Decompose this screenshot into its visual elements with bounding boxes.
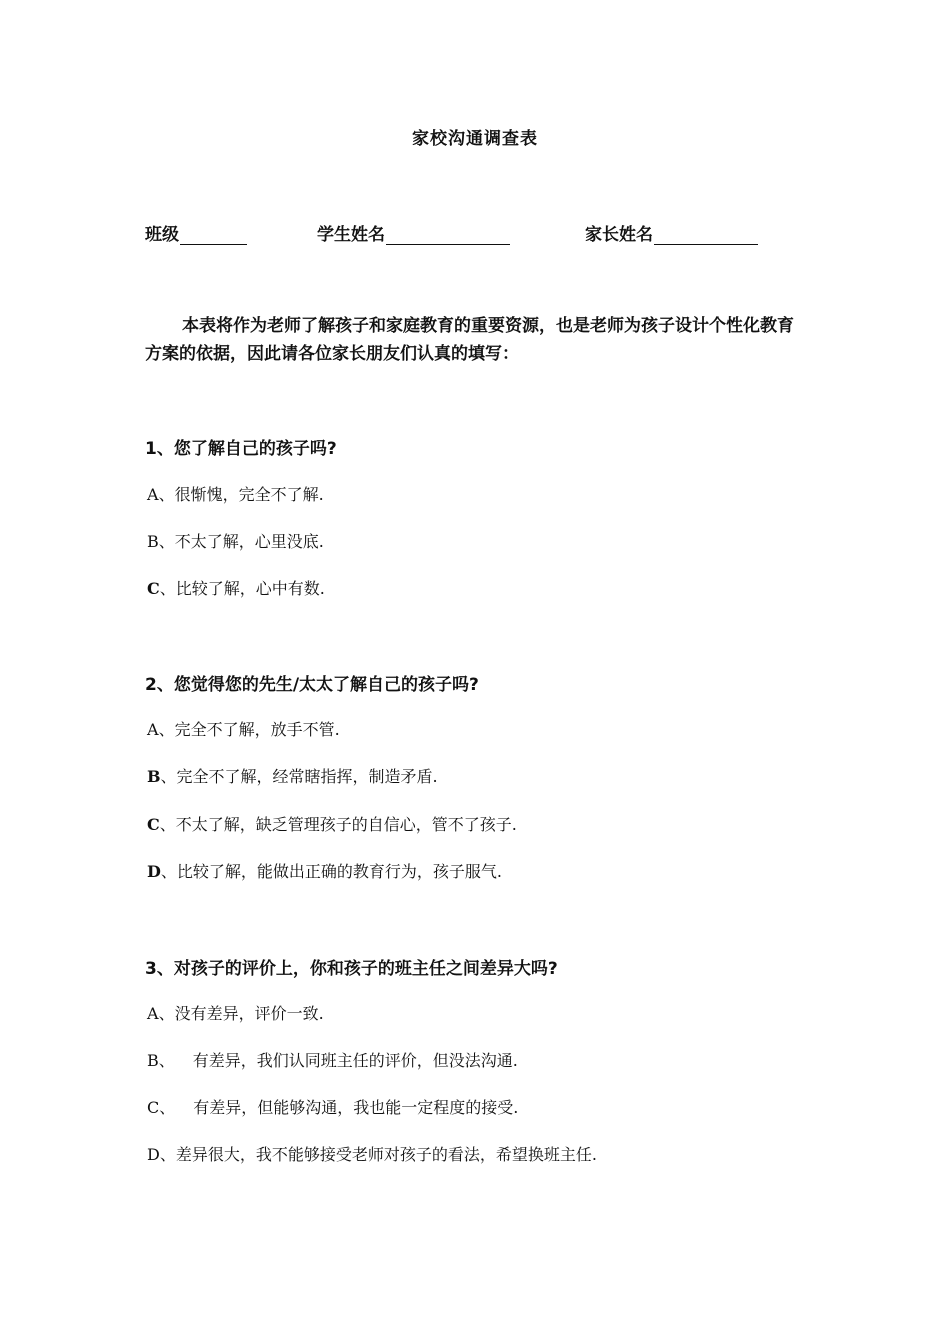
option-text: 不太了解，心里没底. bbox=[174, 532, 324, 551]
option-sep: 、 bbox=[159, 1145, 176, 1164]
option-text: 不太了解，缺乏管理孩子的自信心，管不了孩子. bbox=[175, 815, 517, 834]
question-3-option-c[interactable] bbox=[147, 1095, 518, 1118]
option-sep: 、 bbox=[160, 862, 177, 881]
option-letter: B bbox=[147, 1051, 159, 1070]
option-sep: 、 bbox=[158, 1051, 175, 1070]
question-2-option-b[interactable] bbox=[147, 764, 438, 787]
option-letter: A bbox=[147, 720, 159, 739]
option-letter: A bbox=[147, 485, 159, 504]
option-text: 有差异，但能够沟通，我也能一定程度的接受. bbox=[193, 1098, 519, 1117]
question-1-option-a[interactable] bbox=[147, 482, 324, 505]
student-name-field[interactable] bbox=[317, 220, 510, 245]
question-2-option-d[interactable] bbox=[147, 859, 502, 882]
option-letter: C bbox=[147, 579, 160, 598]
option-sep: 、 bbox=[158, 532, 175, 551]
option-letter: D bbox=[147, 862, 161, 881]
question-2-option-c[interactable] bbox=[147, 812, 517, 835]
option-sep: 、 bbox=[159, 815, 176, 834]
question-2-option-a[interactable] bbox=[147, 717, 340, 740]
class-label: 班级 bbox=[145, 225, 179, 245]
info-fields-row bbox=[145, 220, 805, 244]
class-blank[interactable] bbox=[180, 228, 247, 245]
option-sep: 、 bbox=[158, 1004, 175, 1023]
option-letter: B bbox=[147, 767, 161, 786]
option-letter: A bbox=[147, 1004, 159, 1023]
page-title: 家校沟通调查表 bbox=[412, 129, 538, 149]
option-text: 有差异，我们认同班主任的评价，但没法沟通. bbox=[192, 1051, 518, 1070]
question-3-option-d[interactable] bbox=[147, 1142, 597, 1165]
parent-name-label: 家长姓名 bbox=[585, 225, 653, 245]
option-letter: D bbox=[147, 1145, 160, 1164]
class-field[interactable] bbox=[145, 220, 247, 245]
option-letter: C bbox=[147, 815, 160, 834]
option-text: 没有差异，评价一致. bbox=[174, 1004, 324, 1023]
option-text: 很惭愧，完全不了解. bbox=[174, 485, 324, 504]
option-text: 完全不了解，经常瞎指挥，制造矛盾. bbox=[176, 767, 438, 786]
option-text: 比较了解，能做出正确的教育行为，孩子服气. bbox=[176, 862, 502, 881]
option-sep: 、 bbox=[160, 767, 177, 786]
option-sep: 、 bbox=[159, 1098, 176, 1117]
question-2-title: 2、您觉得您的先生/太太了解自己的孩子吗? bbox=[145, 675, 479, 695]
question-3-option-a[interactable] bbox=[147, 1001, 324, 1024]
option-text: 完全不了解，放手不管. bbox=[174, 720, 340, 739]
option-sep: 、 bbox=[158, 485, 175, 504]
intro-paragraph: 本表将作为老师了解孩子和家庭教育的重要资源，也是老师为孩子设计个性化教育方案的依据，因此请各位家长朋友们认真的填写： bbox=[145, 316, 794, 364]
option-text: 比较了解，心中有数. bbox=[175, 579, 325, 598]
parent-name-field[interactable] bbox=[585, 220, 758, 245]
student-name-label: 学生姓名 bbox=[317, 225, 385, 245]
option-sep: 、 bbox=[158, 720, 175, 739]
student-name-blank[interactable] bbox=[386, 228, 510, 245]
question-1-option-b[interactable] bbox=[147, 529, 324, 552]
question-3-option-b[interactable] bbox=[147, 1048, 518, 1071]
question-1-title: 1、您了解自己的孩子吗? bbox=[145, 439, 337, 459]
option-sep: 、 bbox=[159, 579, 176, 598]
option-letter: B bbox=[147, 532, 159, 551]
question-1-option-c[interactable] bbox=[147, 576, 325, 599]
parent-name-blank[interactable] bbox=[654, 228, 758, 245]
option-text: 差异很大，我不能够接受老师对孩子的看法，希望换班主任. bbox=[175, 1145, 597, 1164]
question-3-title: 3、对孩子的评价上，你和孩子的班主任之间差异大吗? bbox=[145, 959, 558, 979]
option-letter: C bbox=[147, 1098, 160, 1117]
